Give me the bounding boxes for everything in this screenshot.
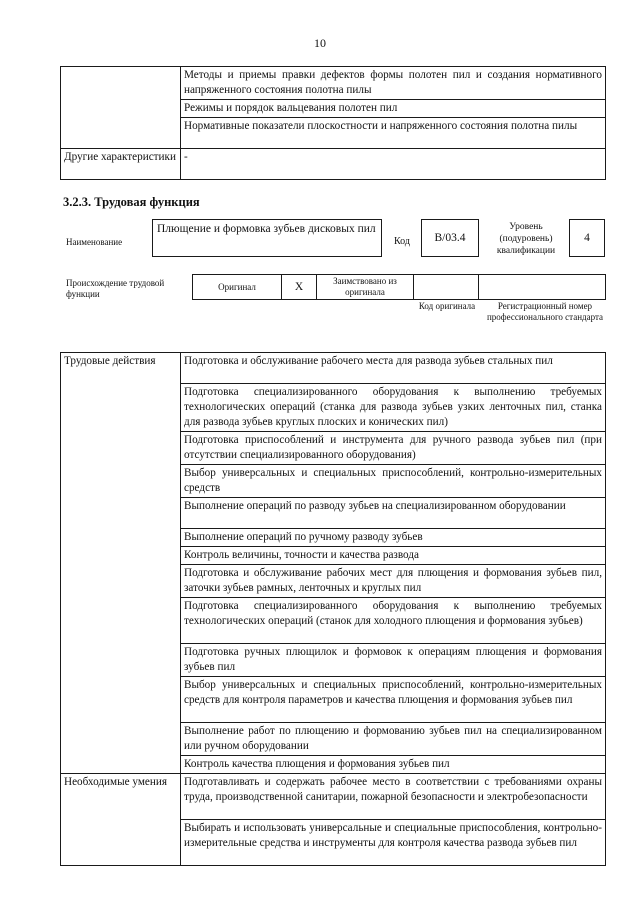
action-item: Выполнение операций по разводу зубьев на специализированном оборудовании (181, 498, 606, 529)
action-item: Подготовка специализированного оборудования к выполнению требуемых технологических операций (станка для развода зубьев узких ленточных пил, станка для развода зубьев круглых плоских и конических пил) (181, 384, 606, 432)
top-knowledge-table (60, 66, 606, 180)
code-label: Код (394, 236, 410, 247)
code-value: В/03.4 (434, 232, 466, 244)
page-number: 10 (314, 36, 326, 50)
action-item: Подготовка специализированного оборудования к выполнению требуемых технологических операций (станок для холодного плющения и формования зубьев) (181, 598, 606, 644)
action-item: Подготовка и обслуживание рабочих мест для плющения и формования зубьев пил, заточки зубьев рамных, ленточных и круглых пил (181, 565, 606, 598)
function-name-value: Плющение и формовка зубьев дисковых пил (157, 223, 376, 235)
top-table-empty-label (61, 67, 181, 149)
name-label: Наименование (66, 237, 123, 247)
labor-actions-table (60, 352, 606, 866)
action-item: Подготовка ручных плющилок и формовок к операциям плющения и формования зубьев пил (181, 644, 606, 677)
skill-item: Подготавливать и содержать рабочее место в соответствии с требованиями охраны труда, производственной санитарии, пожарной безопасности и электробезопасности (181, 774, 606, 820)
other-characteristics-value: - (181, 149, 606, 180)
borrowed-label: Заимствовано из оригинала (333, 276, 397, 297)
knowledge-row: Методы и приемы правки дефектов формы полотен пил и создания нормативного напряженного состояния полотна пилы (181, 67, 606, 100)
code-original-label: Код оригинала (418, 301, 476, 311)
skills-label: Необходимые умения (61, 774, 181, 866)
action-item: Подготовка приспособлений и инструмента для ручного развода зубьев пил (при отсутствии специализированного оборудования) (181, 432, 606, 465)
other-characteristics-label: Другие характеристики (61, 149, 181, 180)
origin-label: Происхождение трудовой функции (66, 278, 165, 299)
borrowed-cell (316, 274, 414, 300)
original-cell (192, 274, 282, 300)
original-mark-cell (281, 274, 317, 300)
reg-number-cell (478, 274, 606, 300)
code-box (421, 219, 479, 257)
level-label: Уровень (подуровень) квалификации (496, 222, 556, 256)
original-label: Оригинал (218, 281, 256, 292)
code-original-cell (413, 274, 479, 300)
action-item: Выполнение работ по плющению и формованию зубьев пил на специализированном или ручном оборудовании (181, 723, 606, 756)
labor-actions-label: Трудовые действия (61, 353, 181, 774)
action-item: Контроль качества плющения и формования зубьев пил (181, 756, 606, 774)
knowledge-row: Нормативные показатели плоскостности и напряженного состояния полотна пилы (181, 118, 606, 149)
action-item: Выполнение операций по ручному разводу зубьев (181, 529, 606, 547)
action-item: Подготовка и обслуживание рабочего места для развода зубьев стальных пил (181, 353, 606, 384)
action-item: Выбор универсальных и специальных приспособлений, контрольно-измерительных средств для контроля параметров и качества плющения и формования зубьев пил (181, 677, 606, 723)
action-item: Контроль величины, точности и качества развода (181, 547, 606, 565)
reg-number-label: Регистрационный номер профессионального стандарта (486, 301, 604, 322)
level-box (569, 219, 605, 257)
level-value: 4 (584, 232, 590, 244)
function-name-box (152, 219, 382, 257)
skill-item: Выбирать и использовать универсальные и специальные приспособления, контрольно-измерительные средства и инструменты для контроля качества развода зубьев пил (181, 820, 606, 866)
action-item: Выбор универсальных и специальных приспособлений, контрольно-измерительных средств (181, 465, 606, 498)
knowledge-row: Режимы и порядок вальцевания полотен пил (181, 100, 606, 118)
section-title: 3.2.3. Трудовая функция (63, 195, 200, 209)
original-mark: Х (294, 281, 304, 293)
